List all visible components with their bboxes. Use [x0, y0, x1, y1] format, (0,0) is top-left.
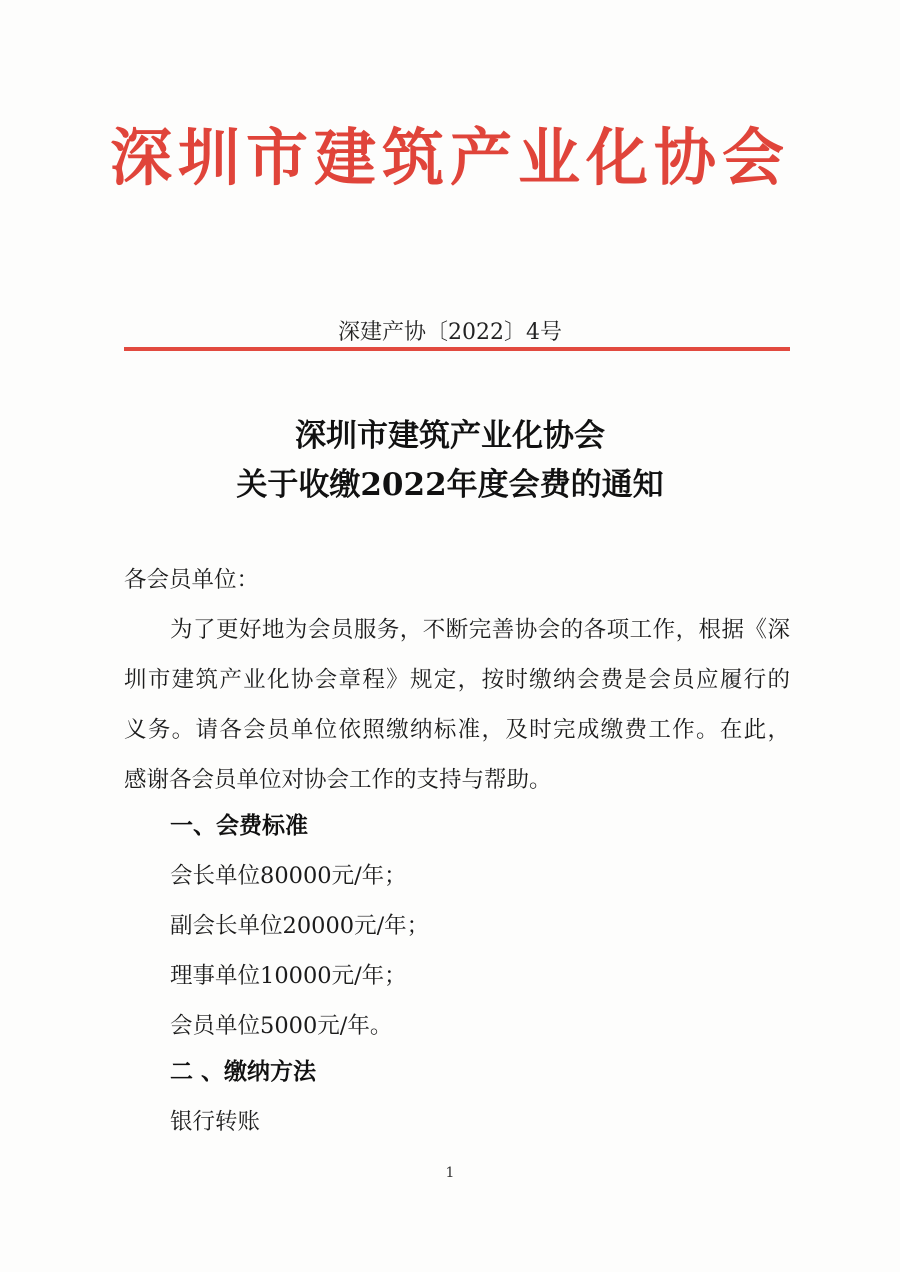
fee-item-vice-president: 副会长单位20000元/年； — [170, 913, 430, 939]
document-number: 深建产协〔2022〕4号 — [338, 320, 562, 345]
letterhead-org-name: 深圳市建筑产业化协会 — [109, 121, 790, 194]
payment-method-bank-transfer: 银行转账 — [170, 1109, 261, 1135]
fee-item-director: 理事单位10000元/年； — [170, 963, 407, 989]
notice-title-line-2: 关于收缴2022年度会费的通知 — [236, 467, 664, 503]
paragraph-line: 为了更好地为会员服务，不断完善协会的各项工作，根据《深 — [170, 617, 790, 643]
paragraph-line: 圳市建筑产业化协会章程》规定，按时缴纳会费是会员应履行的 — [124, 667, 790, 693]
section-heading-payment-method: 二 、缴纳方法 — [170, 1059, 317, 1085]
letterhead-red-rule — [124, 347, 790, 351]
notice-title-line-1: 深圳市建筑产业化协会 — [295, 418, 605, 454]
fee-item-member: 会员单位5000元/年。 — [170, 1013, 393, 1039]
fee-item-president: 会长单位80000元/年； — [170, 863, 407, 889]
paragraph-line: 义务。请各会员单位依照缴纳标准，及时完成缴费工作。在此， — [124, 717, 790, 743]
section-heading-fee-standard: 一、会费标准 — [170, 813, 308, 839]
paragraph-line: 感谢各会员单位对协会工作的支持与帮助。 — [124, 767, 552, 793]
page-number: 1 — [445, 1165, 455, 1181]
salutation: 各会员单位： — [124, 567, 260, 593]
